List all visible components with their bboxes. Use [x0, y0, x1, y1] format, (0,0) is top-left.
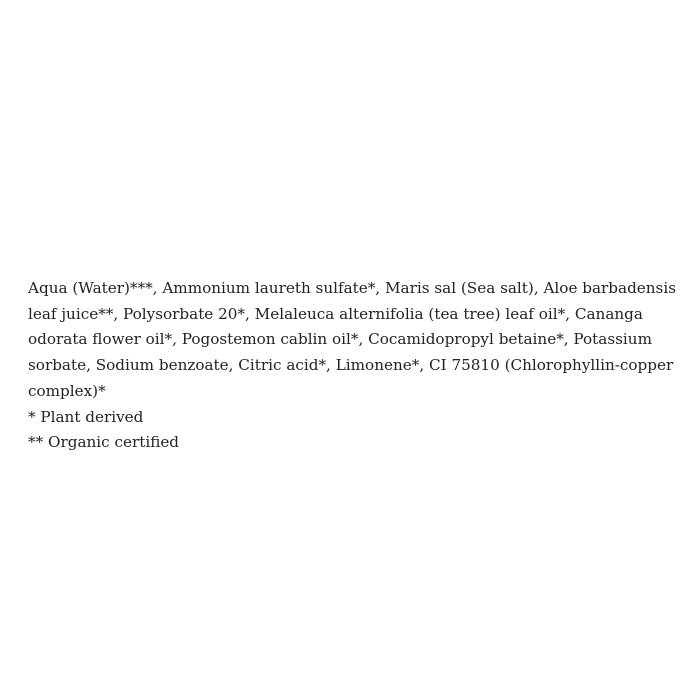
ingredients-block — [28, 276, 684, 456]
footnote-plant-derived: * Plant derived — [28, 407, 144, 426]
ingredients-list: Aqua (Water)***, Ammonium laureth sulfate*, Maris sal (Sea salt), Aloe barbadensis leaf juice**, Polysorbate 20*, Melaleuca alternifolia (tea tree) leaf oil*, Cananga odorata flower oil*, Pogostemon cablin oil*, Cocamidopropyl betaine*, Potassium sorbate, Sodium benzoate, Citric acid*, Limonene*, CI 75810 (Chlorophyllin-copper complex)* — [28, 279, 677, 400]
footnote-organic-certified: ** Organic certified — [28, 433, 180, 452]
